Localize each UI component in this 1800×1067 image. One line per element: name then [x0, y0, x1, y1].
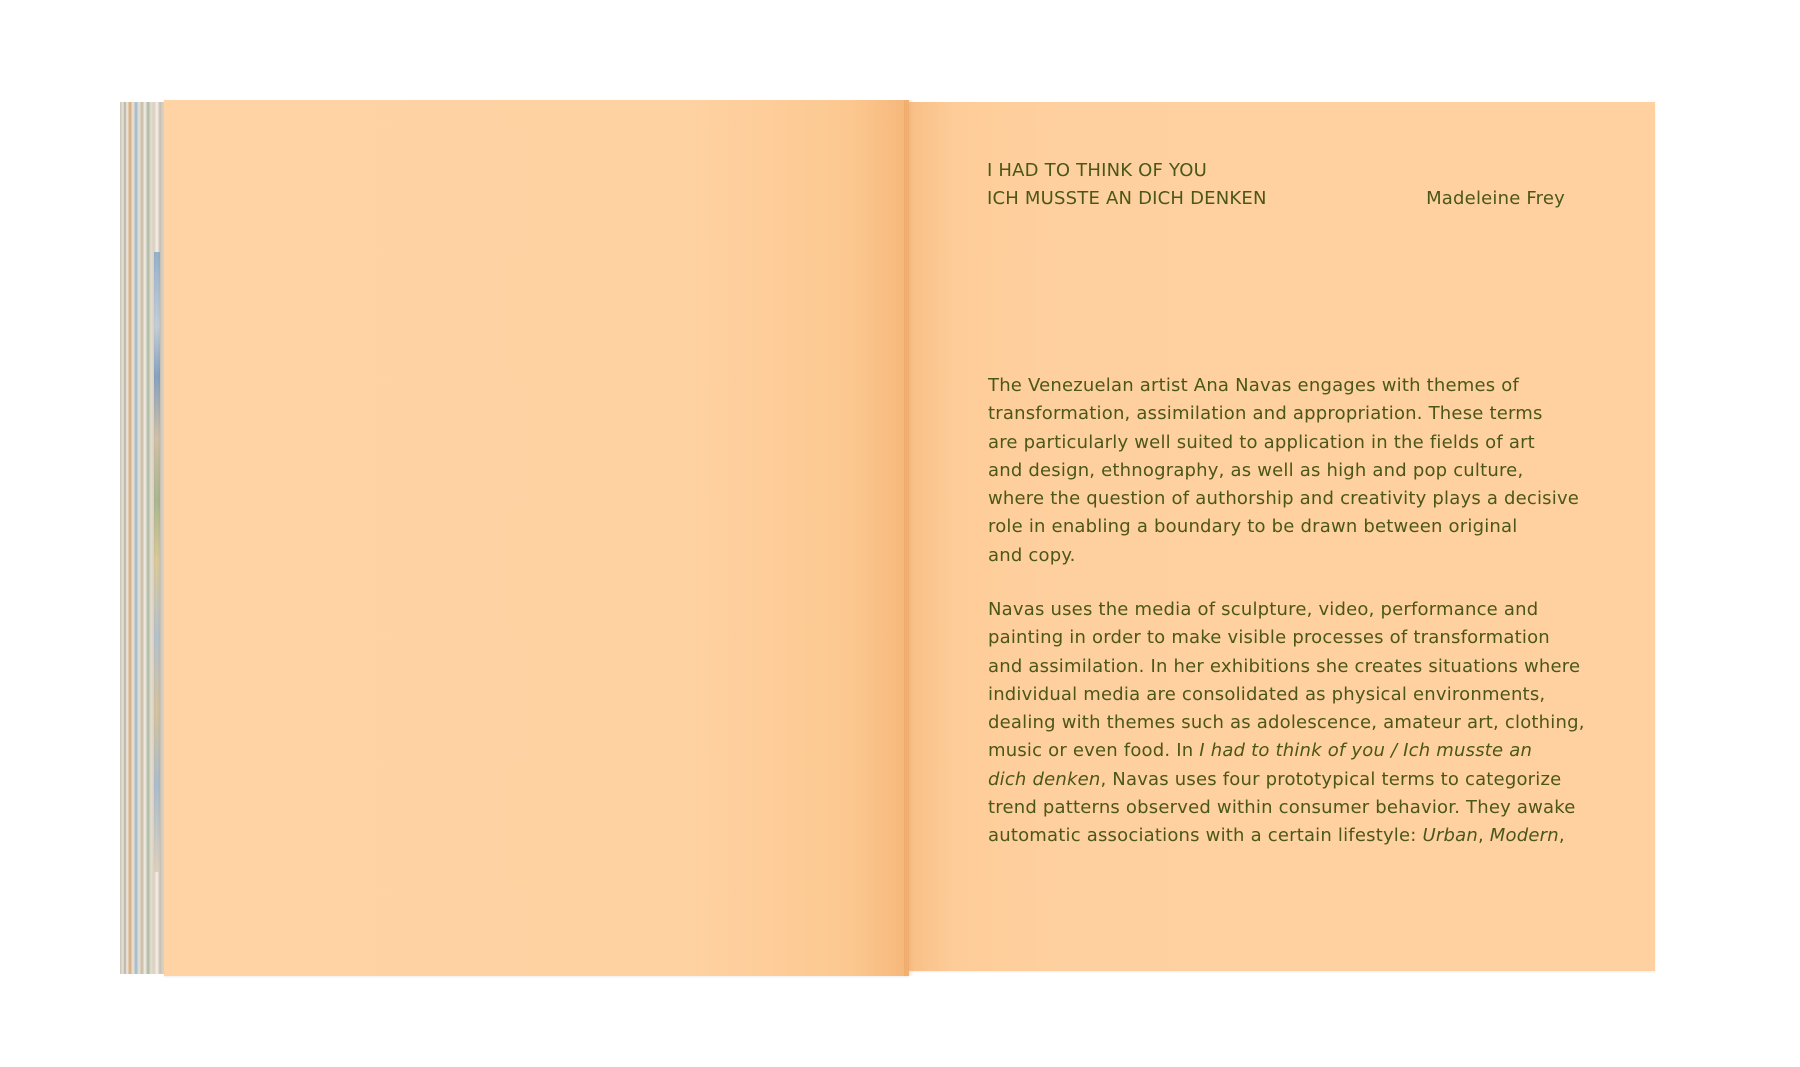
page-edges — [120, 102, 164, 974]
text-line: where the question of authorship and creativity plays a decisive — [988, 488, 1580, 510]
text-line: trend patterns observed within consumer behavior. They awake — [988, 797, 1576, 819]
author-name: Madeleine Frey — [1426, 188, 1565, 209]
paragraph-intro — [988, 372, 1578, 570]
text-line: individual media are consolidated as physical environments, — [988, 683, 1546, 705]
title-english: I HAD TO THINK OF YOU — [987, 160, 1207, 181]
text-line — [988, 737, 1578, 765]
text-line: and design, ethnography, as well as high and pop culture, — [988, 459, 1524, 481]
title-german: ICH MUSSTE AN DICH DENKEN — [987, 188, 1267, 209]
title-block — [987, 157, 1267, 213]
text-segment: , Navas uses four prototypical terms to categorize — [1100, 768, 1562, 790]
right-page — [909, 102, 1655, 971]
work-title-italic: dich denken — [988, 768, 1101, 790]
work-title-italic: I had to think of you / Ich musste an — [1199, 740, 1533, 762]
text-line — [988, 766, 1578, 794]
term-italic: Urban — [1422, 825, 1478, 847]
text-line: Navas uses the media of sculpture, video, performance and — [988, 599, 1539, 620]
text-line: and copy. — [988, 544, 1076, 566]
open-book — [120, 100, 1655, 976]
paragraph-media — [988, 596, 1585, 851]
text-segment: , — [1558, 825, 1565, 847]
left-page-blank — [164, 100, 909, 976]
text-segment: automatic associations with a certain lifestyle: — [988, 825, 1423, 847]
text-line: painting in order to make visible processes of transformation — [988, 627, 1550, 649]
text-line: and assimilation. In her exhibitions she creates situations where — [988, 655, 1581, 677]
term-italic: Modern — [1489, 825, 1559, 847]
text-line: are particularly well suited to application in the fields of art — [988, 431, 1535, 453]
text-line: dealing with themes such as adolescence, amateur art, clothing, — [988, 712, 1585, 734]
text-line: The Venezuelan artist Ana Navas engages with themes of — [988, 375, 1520, 396]
text-line: transformation, assimilation and appropriation. These terms — [988, 403, 1543, 425]
book-gutter-shadow — [904, 100, 914, 976]
text-segment: music or even food. In — [988, 740, 1200, 762]
text-segment: , — [1477, 825, 1490, 847]
text-line: role in enabling a boundary to be drawn between original — [988, 516, 1518, 538]
text-line — [988, 822, 1578, 850]
